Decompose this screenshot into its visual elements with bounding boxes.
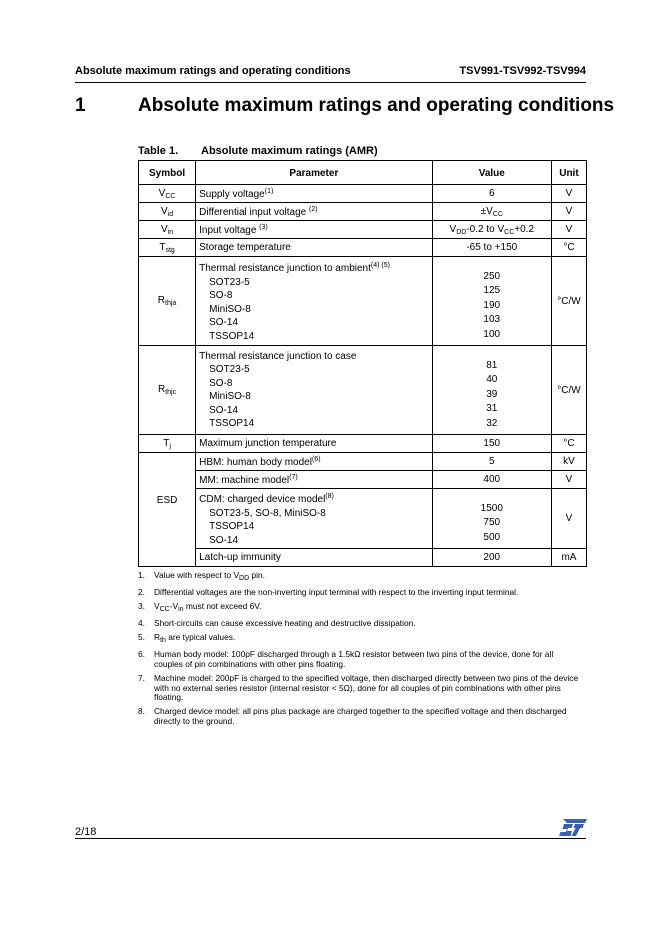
table-caption-number: Table 1. bbox=[138, 145, 179, 157]
value-cell: $V_{DD}-0.2$ to $V_{CC}+0.2$ bbox=[432, 221, 551, 239]
col-parameter-header: Parameter bbox=[196, 161, 433, 185]
unit-cell: mA bbox=[551, 549, 586, 567]
table-row-tj bbox=[139, 435, 587, 453]
package-label: TSSOP14 bbox=[209, 418, 255, 429]
table-row-latchup bbox=[139, 549, 587, 567]
table-row-vin bbox=[139, 221, 587, 239]
symbol-cell: $V_{CC}$ bbox=[139, 185, 196, 203]
value-cell: 400 bbox=[432, 471, 551, 489]
table-row-rthja bbox=[139, 257, 587, 346]
package-label: TSSOP14 bbox=[209, 521, 255, 532]
col-unit-header: Unit bbox=[551, 161, 586, 185]
value-cell: 150 bbox=[432, 435, 551, 453]
st-logo-icon bbox=[559, 819, 587, 836]
table-row-vid bbox=[139, 203, 587, 221]
table-footnotes bbox=[138, 571, 583, 731]
section-title: Absolute maximum ratings and operating conditions bbox=[138, 95, 615, 116]
symbol-cell: $T_{stg}$ bbox=[139, 239, 196, 257]
footer-divider bbox=[75, 838, 586, 839]
footnote: 8. Charged device model: all pins plus package are charged together to the specified voltage and then discharged directly to the ground. bbox=[138, 706, 567, 726]
package-label: SO-8 bbox=[209, 290, 233, 301]
value-cell: 1500 750 500 bbox=[432, 489, 551, 549]
esd-symbol-cell: ESD bbox=[139, 453, 196, 549]
unit-cell: °C/W bbox=[551, 346, 586, 435]
package-label: SO-14 bbox=[209, 317, 239, 328]
symbol-cell: $V_{id}$ bbox=[139, 203, 196, 221]
amr-table bbox=[138, 160, 587, 567]
value-cell: 81 40 39 31 32 bbox=[432, 346, 551, 435]
unit-cell: V bbox=[551, 221, 586, 239]
table-row-esd-cdm bbox=[139, 489, 587, 549]
table-row-tstg bbox=[139, 239, 587, 257]
unit-cell: kV bbox=[551, 453, 586, 471]
footnote: 1. Value with respect to $V_{DD}$ pin. bbox=[138, 570, 266, 582]
table-caption-title: Absolute maximum ratings (AMR) bbox=[201, 145, 378, 157]
package-label: SOT23-5 bbox=[209, 364, 250, 375]
unit-cell: °C/W bbox=[551, 257, 586, 346]
package-label: MiniSO-8 bbox=[209, 391, 251, 402]
symbol-cell bbox=[139, 549, 196, 567]
unit-cell: V bbox=[551, 203, 586, 221]
parameter-cell: Thermal resistance junction to case SOT23-5 SO-8 MiniSO-8 SO-14 TSSOP14 bbox=[196, 346, 433, 435]
parameter-cell: Differential input voltage $^{(2)}$ bbox=[196, 203, 433, 221]
package-label: SO-14 bbox=[209, 404, 239, 416]
parameter-cell: Supply voltage$^{(1)}$ bbox=[196, 185, 433, 203]
parameter-cell: Storage temperature bbox=[196, 239, 433, 257]
value-cell: 200 bbox=[432, 549, 551, 567]
parameter-cell: Latch-up immunity bbox=[196, 549, 433, 567]
col-symbol-header: Symbol bbox=[139, 161, 196, 185]
value-cell: 6 bbox=[432, 185, 551, 203]
table-row-rthjc bbox=[139, 346, 587, 435]
parameter-cell: MM: machine model$^{(7)}$ bbox=[196, 471, 433, 489]
value-cell: 250 125 190 103 100 bbox=[432, 257, 551, 346]
unit-cell: V bbox=[551, 471, 586, 489]
table-row-vcc bbox=[139, 185, 587, 203]
parameter-cell: HBM: human body model$^{(6)}$ bbox=[196, 453, 433, 471]
parameter-cell: CDM: charged device model$^{(8)}$ SOT23-5, SO-8, MiniSO-8 TSSOP14 SO-14 bbox=[196, 489, 433, 549]
value-cell: 5 bbox=[432, 453, 551, 471]
package-label: TSSOP14 bbox=[209, 330, 255, 342]
page-header bbox=[75, 65, 586, 83]
header-section-title: Absolute maximum ratings and operating conditions bbox=[75, 65, 351, 77]
value-cell: $\pm V_{CC}$ bbox=[432, 203, 551, 221]
parameter-cell: Input voltage $^{(3)}$ bbox=[196, 221, 433, 239]
unit-cell: °C bbox=[551, 435, 586, 453]
header-part-numbers: TSV991-TSV992-TSV994 bbox=[459, 65, 586, 77]
page-number: 2/18 bbox=[75, 826, 97, 838]
unit-cell: °C bbox=[551, 239, 586, 257]
footnote: 7. Machine model: 200pF is charged to the specified voltage, then discharged directly between two pins of the device with no external series resistor (internal resistor < 5Ω), done for all couples of pin combinations with other pins floating. bbox=[138, 673, 579, 703]
footnote: 4. Short-circuits can cause excessive heating and destructive dissipation. bbox=[138, 618, 416, 629]
table-header-row bbox=[139, 161, 587, 185]
package-label: SO-14 bbox=[209, 534, 239, 546]
parameter-cell: Maximum junction temperature bbox=[196, 435, 433, 453]
package-label: MiniSO-8 bbox=[209, 303, 251, 315]
symbol-cell: $T_j$ bbox=[139, 435, 196, 453]
package-label: SOT23-5 bbox=[209, 276, 250, 288]
symbol-cell: $R_{thja}$ bbox=[139, 257, 196, 346]
symbol-cell: $V_{in}$ bbox=[139, 221, 196, 239]
unit-cell: V bbox=[551, 185, 586, 203]
parameter-cell: Thermal resistance junction to ambient$^{(4) (5)}$ SOT23-5 SO-8 MiniSO-8 SO-14 TSSOP14 bbox=[196, 257, 433, 346]
footnote: 5. $R_{th}$ are typical values. bbox=[138, 632, 236, 645]
unit-cell: V bbox=[551, 489, 586, 549]
symbol-cell: $R_{thjc}$ bbox=[139, 346, 196, 435]
value-cell: -65 to +150 bbox=[432, 239, 551, 257]
package-label: SOT23-5, SO-8, MiniSO-8 bbox=[209, 507, 326, 519]
table-row-esd-mm bbox=[139, 471, 587, 489]
footnote: 2. Differential voltages are the non-inverting input terminal with respect to the inverting input terminal. bbox=[138, 587, 519, 598]
package-label: SO-8 bbox=[209, 377, 233, 389]
section-number: 1 bbox=[75, 95, 86, 116]
footnote: 6. Human body model: 100pF discharged through a 1.5kΩ resistor between two pins of the device, done for all couples of pin combinations with other pins floating. bbox=[138, 649, 554, 669]
col-value-header: Value bbox=[432, 161, 551, 185]
table-row-esd-hbm bbox=[139, 453, 587, 471]
footnote: 3. $V_{CC}-V_{in}$ must not exceed 6V. bbox=[138, 601, 262, 614]
